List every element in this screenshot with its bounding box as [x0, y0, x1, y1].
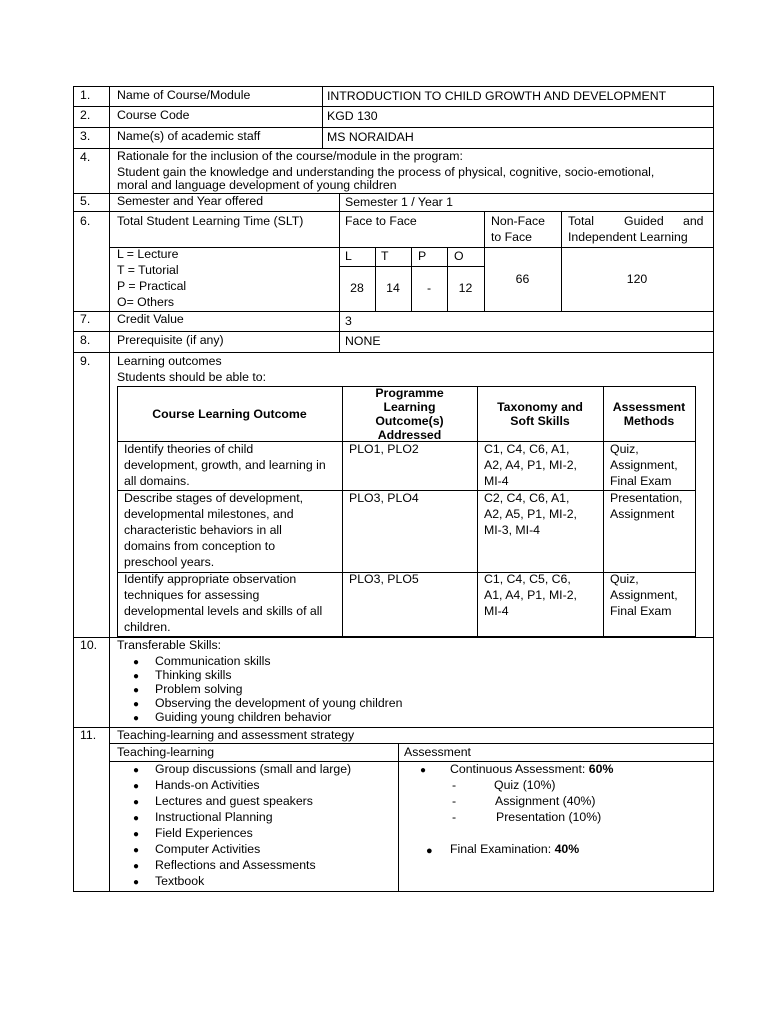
bullet-icon: ● — [133, 877, 140, 888]
plo-text: PLO1, PLO2 — [349, 442, 419, 456]
row-number: 6. — [80, 214, 91, 228]
plo-text: PLO3, PLO5 — [349, 572, 419, 586]
clo-text: preschool years. — [124, 555, 215, 569]
field-label: Total Student Learning Time (SLT) — [117, 214, 304, 228]
taxonomy-text: MI-4 — [484, 474, 509, 488]
fe-percent: 40% — [554, 842, 580, 856]
taxonomy-text: A2, A4, P1, MI-2, — [484, 458, 577, 472]
assessment-text: Quiz, — [610, 442, 639, 456]
guided-header: Independent Learning — [568, 230, 688, 244]
rationale-text: moral and language development of young children — [117, 178, 397, 192]
assessment-text: Assignment, — [610, 458, 678, 472]
taxonomy-text: MI-3, MI-4 — [484, 523, 541, 537]
list-item: Presentation (10%) — [496, 810, 602, 824]
slt-val-t: 14 — [386, 281, 400, 295]
list-item: Quiz (10%) — [494, 778, 556, 792]
clo-text: developmental milestones, and — [124, 507, 294, 521]
bullet-icon: ● — [133, 813, 140, 824]
taxonomy-text: C1, C4, C6, A1, — [484, 442, 570, 456]
plo-header: Outcome(s) — [375, 414, 444, 428]
slt-head-p: P — [418, 249, 427, 263]
non-face-value: 66 — [515, 272, 530, 286]
clo-text: development, growth, and learning in — [124, 458, 326, 472]
field-label: Learning outcomes — [117, 354, 222, 368]
clo-text: characteristic behaviors in all — [124, 523, 282, 537]
prerequisite-value: NONE — [345, 334, 381, 348]
clo-text: all domains. — [124, 474, 190, 488]
field-label: Credit Value — [117, 312, 184, 326]
assessment-text: Assignment, — [610, 588, 678, 602]
bullet-icon: ● — [133, 797, 140, 808]
legend-tutorial: T = Tutorial — [117, 263, 179, 277]
taxonomy-header: Soft Skills — [510, 414, 570, 428]
list-item: Textbook — [155, 874, 205, 888]
assessment-header: Methods — [623, 414, 675, 428]
plo-header: Programme — [375, 386, 444, 400]
assessment-header: Assessment — [612, 400, 686, 414]
field-label: Semester and Year offered — [117, 194, 264, 208]
slt-val-l: 28 — [350, 281, 364, 295]
bullet-icon: ● — [133, 713, 140, 724]
legend-lecture: L = Lecture — [117, 247, 179, 261]
field-label: Name of Course/Module — [117, 88, 251, 102]
field-label: Rationale for the inclusion of the course/module in the program: — [117, 149, 463, 163]
field-sublabel: Students should be able to: — [117, 370, 267, 384]
taxonomy-text: A2, A5, P1, MI-2, — [484, 507, 577, 521]
slt-val-o: 12 — [458, 281, 473, 295]
row-number: 10. — [80, 638, 98, 652]
assessment-text: Final Exam — [610, 604, 672, 618]
plo-text: PLO3, PLO4 — [349, 491, 419, 505]
bullet-icon: ● — [133, 829, 140, 840]
taxonomy-header: Taxonomy and — [497, 400, 583, 414]
list-item: Lectures and guest speakers — [155, 794, 313, 808]
row-number: 2. — [80, 108, 91, 122]
row-number: 1. — [80, 88, 91, 102]
list-item: Hands-on Activities — [155, 778, 260, 792]
staff-value: MS NORAIDAH — [327, 130, 414, 144]
row-number: 4. — [80, 150, 91, 164]
taxonomy-text: C2, C4, C6, A1, — [484, 491, 570, 505]
non-face-header: to Face — [491, 230, 533, 244]
field-label: Prerequisite (if any) — [117, 333, 224, 347]
list-item: Communication skills — [155, 654, 271, 668]
guided-header: and — [683, 214, 704, 228]
slt-head-l: L — [345, 249, 352, 263]
row-number: 9. — [80, 354, 91, 368]
assessment-text: Quiz, — [610, 572, 639, 586]
bullet-icon: ● — [133, 685, 140, 696]
assessment-text: Final Exam — [610, 474, 672, 488]
ca-label: Continuous Assessment: — [450, 762, 589, 776]
clo-text: Identify theories of child — [124, 442, 254, 456]
dash: - — [452, 794, 457, 808]
credit-value: 3 — [345, 314, 352, 328]
clo-text: children. — [124, 620, 171, 634]
course-name-value: INTRODUCTION TO CHILD GROWTH AND DEVELOPMENT — [327, 89, 667, 103]
guided-header: Total — [568, 214, 594, 228]
assessment-header: Assessment — [404, 745, 471, 759]
course-code-value: KGD 130 — [327, 109, 378, 123]
bullet-icon: ● — [133, 781, 140, 792]
row-number: 7. — [80, 312, 91, 326]
list-item: Problem solving — [155, 682, 243, 696]
face-to-face-header: Face to Face — [345, 214, 417, 228]
row-number: 3. — [80, 129, 91, 143]
list-item: Computer Activities — [155, 842, 261, 856]
field-label: Teaching-learning and assessment strategy — [117, 728, 355, 742]
row-number: 5. — [80, 194, 91, 208]
bullet-icon: ● — [420, 765, 427, 776]
field-label: Transferable Skills: — [117, 638, 222, 652]
ca-percent: 60% — [588, 762, 614, 776]
non-face-header: Non-Face — [491, 214, 545, 228]
clo-text: techniques for assessing — [124, 588, 260, 602]
clo-text: domains from conception to — [124, 539, 276, 553]
semester-value: Semester 1 / Year 1 — [345, 195, 454, 209]
plo-header: Addressed — [377, 428, 442, 442]
final-examination — [450, 842, 579, 858]
list-item: Guiding young children behavior — [155, 710, 332, 724]
field-label: Course Code — [117, 108, 190, 122]
list-item: Instructional Planning — [155, 810, 273, 824]
bullet-icon: ● — [133, 861, 140, 872]
slt-head-t: T — [381, 249, 389, 263]
slt-head-o: O — [454, 249, 464, 263]
bullet-icon: ● — [133, 657, 140, 668]
guided-header: Guided — [624, 214, 664, 228]
list-item: Thinking skills — [155, 668, 232, 682]
fe-label: Final Examination: — [450, 842, 555, 856]
list-item: Field Experiences — [155, 826, 253, 840]
taxonomy-text: MI-4 — [484, 604, 509, 618]
list-item: Group discussions (small and large) — [155, 762, 352, 776]
bullet-icon: ● — [426, 845, 433, 857]
list-item: Observing the development of young children — [155, 696, 403, 710]
clo-text: Identify appropriate observation — [124, 572, 297, 586]
clo-text: developmental levels and skills of all — [124, 604, 323, 618]
taxonomy-text: C1, C4, C5, C6, — [484, 572, 571, 586]
clo-header: Course Learning Outcome — [152, 407, 307, 421]
legend-practical: P = Practical — [117, 279, 187, 293]
bullet-icon: ● — [133, 699, 140, 710]
bullet-icon: ● — [133, 671, 140, 682]
guided-value: 120 — [626, 272, 648, 286]
plo-header: Learning — [383, 400, 436, 414]
legend-others: O= Others — [117, 295, 175, 309]
dash: - — [452, 778, 457, 792]
assessment-text: Presentation, — [610, 491, 683, 505]
list-item: Reflections and Assessments — [155, 858, 316, 872]
row-number: 11. — [80, 728, 97, 742]
clo-text: Describe stages of development, — [124, 491, 304, 505]
continuous-assessment — [450, 762, 613, 778]
assessment-text: Assignment — [610, 507, 675, 521]
teaching-learning-header: Teaching-learning — [117, 745, 215, 759]
taxonomy-text: A1, A4, P1, MI-2, — [484, 588, 577, 602]
rationale-text: Student gain the knowledge and understanding the process of physical, cognitive, socio-emotional, — [117, 165, 655, 179]
bullet-icon: ● — [133, 765, 140, 776]
slt-val-p: - — [426, 281, 432, 295]
row-number: 8. — [80, 333, 91, 347]
bullet-icon: ● — [133, 845, 140, 856]
list-item: Assignment (40%) — [495, 794, 596, 808]
dash: - — [452, 810, 457, 824]
field-label: Name(s) of academic staff — [117, 129, 261, 143]
